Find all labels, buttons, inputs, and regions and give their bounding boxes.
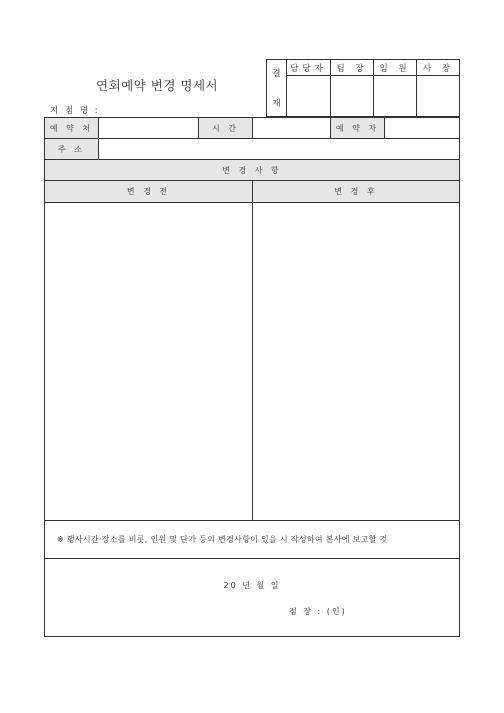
document-title: 연회예약 변경 명세서: [96, 78, 219, 93]
reserver-field[interactable]: [385, 118, 459, 138]
approval-sign-4[interactable]: [417, 76, 460, 117]
note-text: ※ 행사시간·장소를 비롯, 인원 및 단가 등의 변경사항이 있을 시 작성하여 본사에 보고할 것: [57, 535, 388, 544]
main-form: [44, 117, 460, 637]
address-field[interactable]: [99, 139, 459, 159]
approval-sign-2[interactable]: [331, 76, 374, 117]
changes-header-row: [45, 160, 459, 181]
time-field[interactable]: [253, 118, 331, 138]
reservation-row: [45, 118, 459, 139]
signature-line: 점 장 : (인): [289, 607, 347, 616]
approval-role-1: 담당자: [287, 60, 331, 76]
after-content-field[interactable]: [253, 203, 459, 520]
date-line: 20 년 월 일: [223, 581, 281, 590]
before-label: 변 경 전: [45, 181, 253, 202]
address-row: [45, 139, 459, 160]
reservation-place-field[interactable]: [99, 118, 199, 138]
approval-role-3: 임 원: [374, 60, 417, 76]
reserver-label: 예 약 자: [331, 118, 385, 138]
before-after-header-row: [45, 181, 459, 203]
approval-side-top: 결: [272, 69, 281, 79]
approval-box: [266, 59, 460, 117]
address-label: 주 소: [45, 139, 99, 159]
before-content-field[interactable]: [45, 203, 253, 520]
approval-side-bottom: 재: [272, 99, 281, 109]
changes-header: 변 경 사 항: [222, 165, 282, 175]
approval-side-label: [267, 60, 287, 116]
approval-role-2: 팀 장: [331, 60, 374, 76]
time-label: 시 간: [199, 118, 253, 138]
after-label: 변 경 후: [334, 187, 378, 196]
reservation-place-label: 예 약 처: [45, 118, 99, 138]
approval-sign-1[interactable]: [287, 76, 331, 117]
branch-name-label: 지 점 명 :: [50, 106, 100, 116]
approval-role-4: 사 장: [417, 60, 460, 76]
approval-sign-3[interactable]: [374, 76, 417, 117]
note-row: [45, 521, 459, 559]
before-after-content-row: [45, 203, 459, 521]
